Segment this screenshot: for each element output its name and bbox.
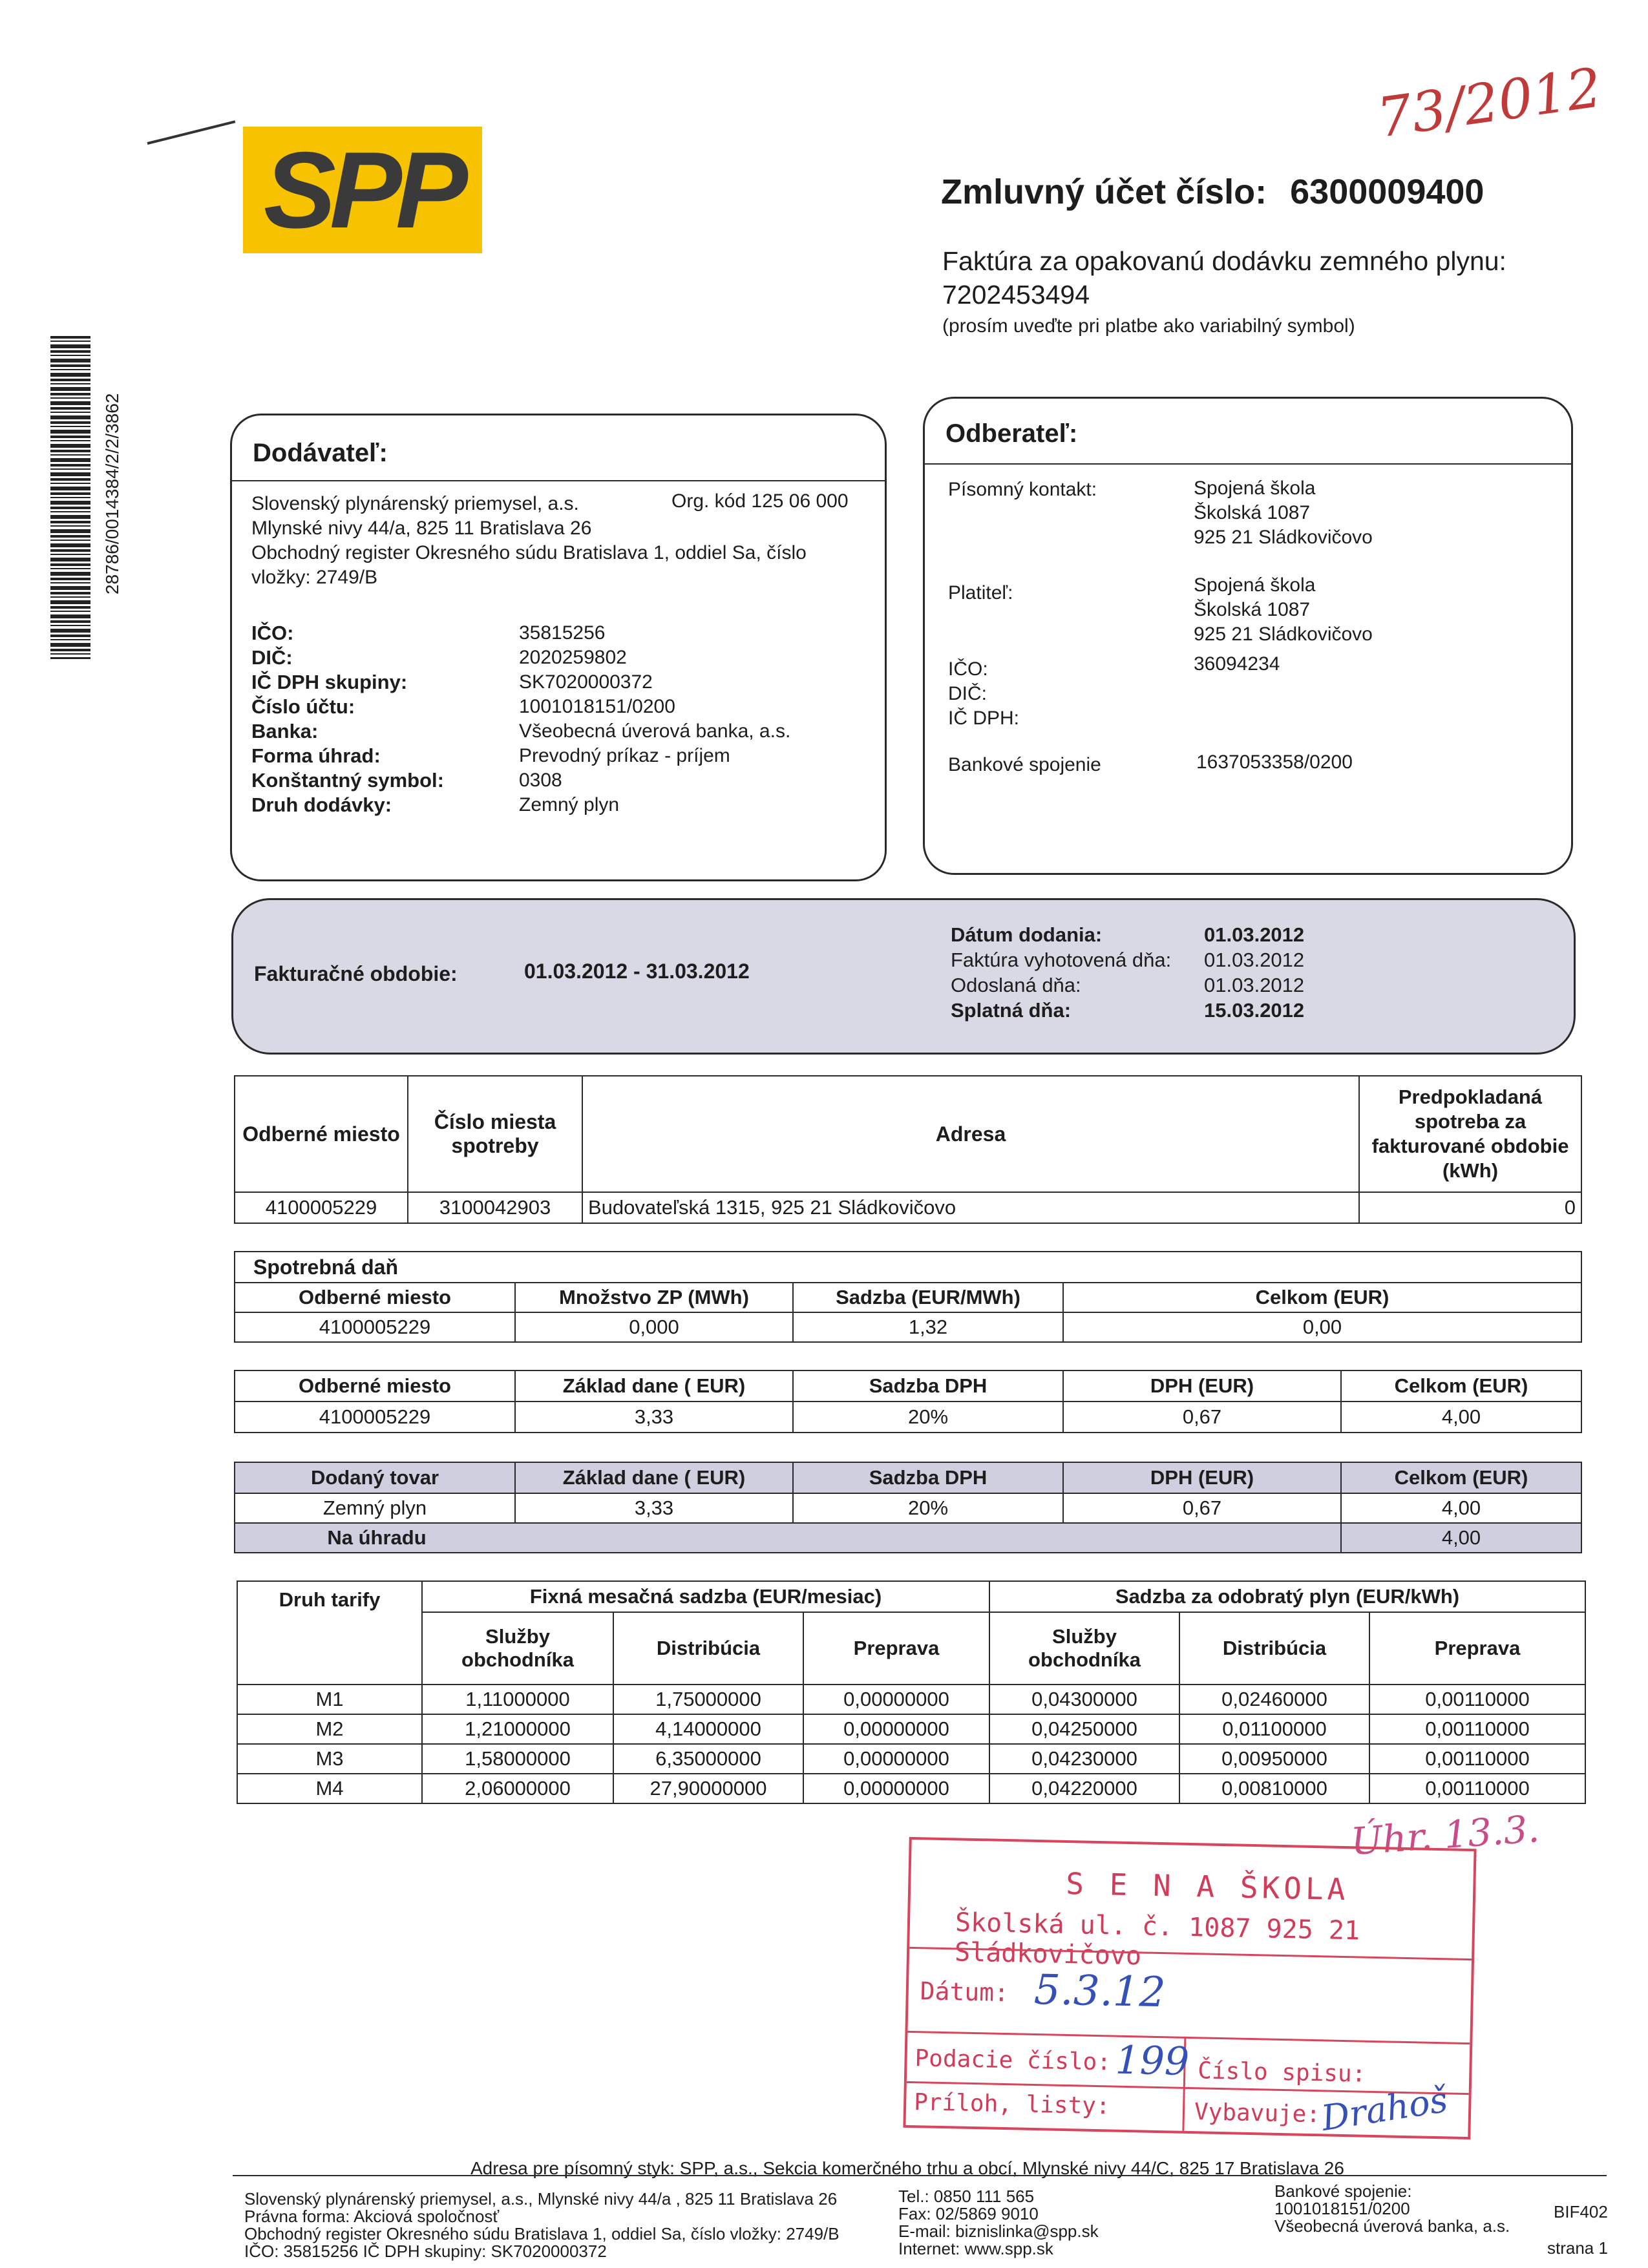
- table-row: [237, 1714, 1585, 1744]
- table-row: [237, 1581, 1585, 1612]
- customer-title: Odberateľ:: [945, 419, 1078, 448]
- table-row: [235, 1462, 1581, 1493]
- table-row: [235, 1523, 1581, 1553]
- td-value: 0,04250000: [989, 1714, 1179, 1744]
- td-value: 0,01100000: [1179, 1714, 1369, 1744]
- supplier-register-1: Obchodný register Okresného súdu Bratislava 1, oddiel Sa, číslo: [251, 542, 807, 563]
- td-tariff: M4: [237, 1774, 422, 1803]
- td-payable-label: Na úhradu: [235, 1523, 1341, 1553]
- handwritten-reference: 73/2012: [1373, 56, 1606, 150]
- td-value: 4,14000000: [613, 1714, 803, 1744]
- td-value: 0,00110000: [1369, 1714, 1585, 1744]
- pen-mark: [147, 120, 236, 145]
- supplier-field: DIČ: 2020259802: [251, 646, 627, 669]
- td-value: 0,04300000: [989, 1685, 1179, 1714]
- supplier-header: [232, 415, 885, 481]
- supplier-field: Banka: Všeobecná úverová banka, a.s.: [251, 720, 791, 742]
- table-row: [235, 1076, 1581, 1192]
- td-vat-rate: 20%: [793, 1402, 1063, 1433]
- td-expected-consumption: 0: [1359, 1192, 1581, 1223]
- supplier-field: IČ DPH skupiny: SK7020000372: [251, 671, 653, 693]
- td-value: 1,21000000: [422, 1714, 613, 1744]
- period-label: Fakturačné obdobie:: [254, 962, 458, 985]
- registry-stamp: [903, 1837, 1476, 2139]
- excise-title: Spotrebná daň: [235, 1252, 1581, 1283]
- td-value: 1,11000000: [422, 1685, 613, 1714]
- barcode-number: 28786/0014384/2/2/3862: [102, 393, 122, 594]
- th-expected-consumption: Predpokladaná spotreba za fakturované obdobie (kWh): [1359, 1076, 1581, 1192]
- table-row: [235, 1252, 1581, 1283]
- customer-bank: 1637053358/0200: [1196, 751, 1353, 773]
- th-variable-rate: Sadzba za odobratý plyn (EUR/kWh): [989, 1581, 1585, 1612]
- th-distribution: Distribúcia: [1179, 1612, 1369, 1685]
- stamp-podacie-label: Podacie číslo:: [914, 2045, 1112, 2076]
- stamp-vybavuje-label: Vybavuje:: [1194, 2099, 1321, 2128]
- th-vat: DPH (EUR): [1063, 1462, 1341, 1493]
- td-value: 0,00000000: [803, 1685, 989, 1714]
- th-total: Celkom (EUR): [1341, 1462, 1581, 1493]
- table-row: [235, 1283, 1581, 1312]
- footer-page-number: strana 1: [1547, 2238, 1608, 2258]
- td-value: 0,00000000: [803, 1774, 989, 1803]
- th-quantity: Množstvo ZP (MWh): [515, 1283, 793, 1312]
- td-total: 0,00: [1063, 1312, 1581, 1342]
- date-row: Faktúra vyhotovená dňa: 01.03.2012: [951, 949, 1305, 971]
- td-place: 4100005229: [235, 1312, 515, 1342]
- table-row: [235, 1192, 1581, 1223]
- stamp-podacie-value: 199: [1114, 2037, 1190, 2084]
- invoice-note: (prosím uveďte pri platbe ako variabilný symbol): [942, 315, 1355, 337]
- th-place: Odberné miesto: [235, 1076, 408, 1192]
- supplier-address: Mlynské nivy 44/a, 825 11 Bratislava 26: [251, 518, 592, 539]
- th-vat-rate: Sadzba DPH: [793, 1370, 1063, 1402]
- td-value: 27,90000000: [613, 1774, 803, 1803]
- supplier-field: Forma úhrad: Prevodný príkaz - príjem: [251, 744, 730, 767]
- th-merchant-services: Služby obchodníka: [989, 1612, 1179, 1685]
- th-goods: Dodaný tovar: [235, 1462, 515, 1493]
- table-row: [235, 1493, 1581, 1523]
- period-dates: [951, 923, 1304, 1024]
- td-tax-base: 3,33: [515, 1493, 793, 1523]
- supplier-field: Druh dodávky: Zemný plyn: [251, 793, 620, 816]
- td-tariff: M3: [237, 1744, 422, 1774]
- th-vat-rate: Sadzba DPH: [793, 1462, 1063, 1493]
- barcode: [50, 336, 90, 659]
- td-tariff: M2: [237, 1714, 422, 1744]
- th-fixed-rate: Fixná mesačná sadzba (EUR/mesiac): [422, 1581, 989, 1612]
- supplier-field: Konštantný symbol: 0308: [251, 769, 562, 792]
- invoice-label: Faktúra za opakovanú dodávku zemného plynu:: [942, 246, 1506, 276]
- td-value: 0,00110000: [1369, 1744, 1585, 1774]
- td-place: 4100005229: [235, 1192, 408, 1223]
- th-distribution: Distribúcia: [613, 1612, 803, 1685]
- supplier-fields: [251, 621, 859, 817]
- td-tariff: M1: [237, 1685, 422, 1714]
- table-row: [235, 1312, 1581, 1342]
- stamp-date-label: Dátum:: [920, 1977, 1009, 2008]
- table-row: [235, 1402, 1581, 1433]
- invoice-number: 7202453494: [942, 280, 1090, 310]
- supplier-title: Dodávateľ:: [253, 439, 388, 467]
- th-merchant-services: Služby obchodníka: [422, 1612, 613, 1685]
- th-rate: Sadzba (EUR/MWh): [793, 1283, 1063, 1312]
- billing-period-bar: [231, 898, 1576, 1055]
- td-vat: 0,67: [1063, 1493, 1341, 1523]
- contact-address: Spojená škola Školská 1087 925 21 Sládkovičovo: [1194, 478, 1373, 548]
- tariff-table: [237, 1580, 1586, 1804]
- th-total: Celkom (EUR): [1063, 1283, 1581, 1312]
- td-tax-base: 3,33: [515, 1402, 793, 1433]
- td-value: 2,06000000: [422, 1774, 613, 1803]
- customer-ico: 36094234: [1194, 653, 1280, 675]
- customer-icdph-label: IČ DPH:: [948, 708, 1020, 729]
- th-total: Celkom (EUR): [1341, 1370, 1581, 1402]
- td-value: 6,35000000: [613, 1744, 803, 1774]
- invoice-title: [942, 244, 1506, 311]
- stamp-vybavuje-value: Drahoš: [1318, 2079, 1451, 2139]
- td-quantity: 0,000: [515, 1312, 793, 1342]
- stamp-spis-label: Číslo spisu:: [1197, 2057, 1366, 2088]
- date-row: Dátum dodania: 01.03.2012: [951, 923, 1305, 946]
- td-value: 0,02460000: [1179, 1685, 1369, 1714]
- stamp-school-address: Školská ul. č. 1087 925 21 Sládkovičovo: [954, 1907, 1360, 1971]
- footer-bank: Bankové spojenie: 1001018151/0200 Všeobecná úverová banka, a.s.: [1274, 2181, 1510, 2236]
- th-place: Odberné miesto: [235, 1283, 515, 1312]
- td-value: 1,58000000: [422, 1744, 613, 1774]
- customer-header: [925, 399, 1571, 465]
- th-tariff: Druh tarify: [237, 1581, 422, 1685]
- td-vat: 0,67: [1063, 1402, 1341, 1433]
- td-place-number: 3100042903: [408, 1192, 582, 1223]
- table-row: [235, 1370, 1581, 1402]
- footer-rule: [233, 2175, 1607, 2176]
- th-transport: Preprava: [1369, 1612, 1585, 1685]
- th-tax-base: Základ dane ( EUR): [515, 1462, 793, 1493]
- td-value: 0,00110000: [1369, 1774, 1585, 1803]
- td-value: 0,00000000: [803, 1744, 989, 1774]
- supplier-field: Číslo účtu: 1001018151/0200: [251, 695, 675, 718]
- th-vat: DPH (EUR): [1063, 1370, 1341, 1402]
- td-place: 4100005229: [235, 1402, 515, 1433]
- table-row: [237, 1774, 1585, 1803]
- supplier-field: IČO: 35815256: [251, 622, 606, 644]
- td-value: 0,04230000: [989, 1744, 1179, 1774]
- stamp-school-name: S E N A ŠKOLA: [1065, 1865, 1349, 1907]
- payer-label: Platiteľ:: [948, 582, 1013, 604]
- supplier-register-2: vložky: 2749/B: [251, 567, 378, 588]
- period-value: 01.03.2012 - 31.03.2012: [524, 960, 750, 983]
- td-value: 0,00000000: [803, 1714, 989, 1744]
- th-transport: Preprava: [803, 1612, 989, 1685]
- th-place-number: Číslo miesta spotreby: [408, 1076, 582, 1192]
- td-total: 4,00: [1341, 1493, 1581, 1523]
- th-tax-base: Základ dane ( EUR): [515, 1370, 793, 1402]
- stamp-date-value: 5.3.12: [1033, 1966, 1167, 2017]
- td-goods: Zemný plyn: [235, 1493, 515, 1523]
- td-vat-rate: 20%: [793, 1493, 1063, 1523]
- td-payable-total: 4,00: [1341, 1523, 1581, 1553]
- contract-number: 6300009400: [1290, 173, 1484, 211]
- logo-text: SPP: [263, 129, 462, 251]
- supplier-box: [230, 414, 887, 881]
- table-row: [237, 1612, 1585, 1685]
- contract-label: Zmluvný účet číslo:: [941, 173, 1267, 211]
- vat-by-place-table: [234, 1370, 1582, 1433]
- footer-contacts: Tel.: 0850 111 565 Fax: 02/5869 9010 E-mail: biznislinka@spp.sk Internet: www.spp.sk: [898, 2187, 1099, 2258]
- date-row: Odoslaná dňa: 01.03.2012: [951, 974, 1305, 996]
- customer-ico-label: IČO:: [948, 658, 988, 680]
- th-address: Adresa: [582, 1076, 1359, 1192]
- bank-label: Bankové spojenie: [948, 754, 1101, 775]
- handwritten-paid-note: Úhr. 13.3.: [1349, 1806, 1541, 1864]
- spp-logo: [243, 127, 482, 253]
- td-value: 0,00950000: [1179, 1744, 1369, 1774]
- td-value: 1,75000000: [613, 1685, 803, 1714]
- stamp-prilohy-label: Príloh, listy:: [913, 2089, 1111, 2120]
- footer-address: Adresa pre písomný styk: SPP, a.s., Sekcia komerčného trhu a obcí, Mlynské nivy 44/C, 825 17 Bratislava 26: [470, 2158, 1344, 2178]
- excise-tax-table: [234, 1251, 1582, 1343]
- td-rate: 1,32: [793, 1312, 1063, 1342]
- td-value: 0,04220000: [989, 1774, 1179, 1803]
- td-total: 4,00: [1341, 1402, 1581, 1433]
- footer-company: Slovenský plynárenský priemysel, a.s., Mlynské nivy 44/a , 825 11 Bratislava 26 Právna forma: Akciová spoločnosť Obchodný register Okresného súdu Bratislava 1, oddiel Sa, číslo vložky: 2749/B IČO: 35815256 IČ DPH skupiny: SK7020000372: [244, 2189, 840, 2261]
- td-address: Budovateľská 1315, 925 21 Sládkovičovo: [582, 1192, 1359, 1223]
- table-row: [237, 1685, 1585, 1714]
- footer-form-code: BIF402: [1554, 2202, 1608, 2221]
- contract-account-title: [941, 172, 1484, 212]
- payer-address: Spojená škola Školská 1087 925 21 Sládkovičovo: [1194, 574, 1373, 645]
- supplier-name: Slovenský plynárenský priemysel, a.s.: [251, 493, 579, 514]
- goods-table: [234, 1462, 1582, 1553]
- td-value: 0,00110000: [1369, 1685, 1585, 1714]
- consumption-table: [234, 1075, 1582, 1224]
- contact-label: Písomný kontakt:: [948, 479, 1097, 500]
- th-place: Odberné miesto: [235, 1370, 515, 1402]
- td-value: 0,00810000: [1179, 1774, 1369, 1803]
- supplier-org-code: Org. kód 125 06 000: [671, 490, 849, 512]
- customer-dic-label: DIČ:: [948, 683, 987, 704]
- customer-box: [923, 397, 1573, 875]
- table-row: [237, 1744, 1585, 1774]
- date-row: Splatná dňa: 15.03.2012: [951, 999, 1305, 1022]
